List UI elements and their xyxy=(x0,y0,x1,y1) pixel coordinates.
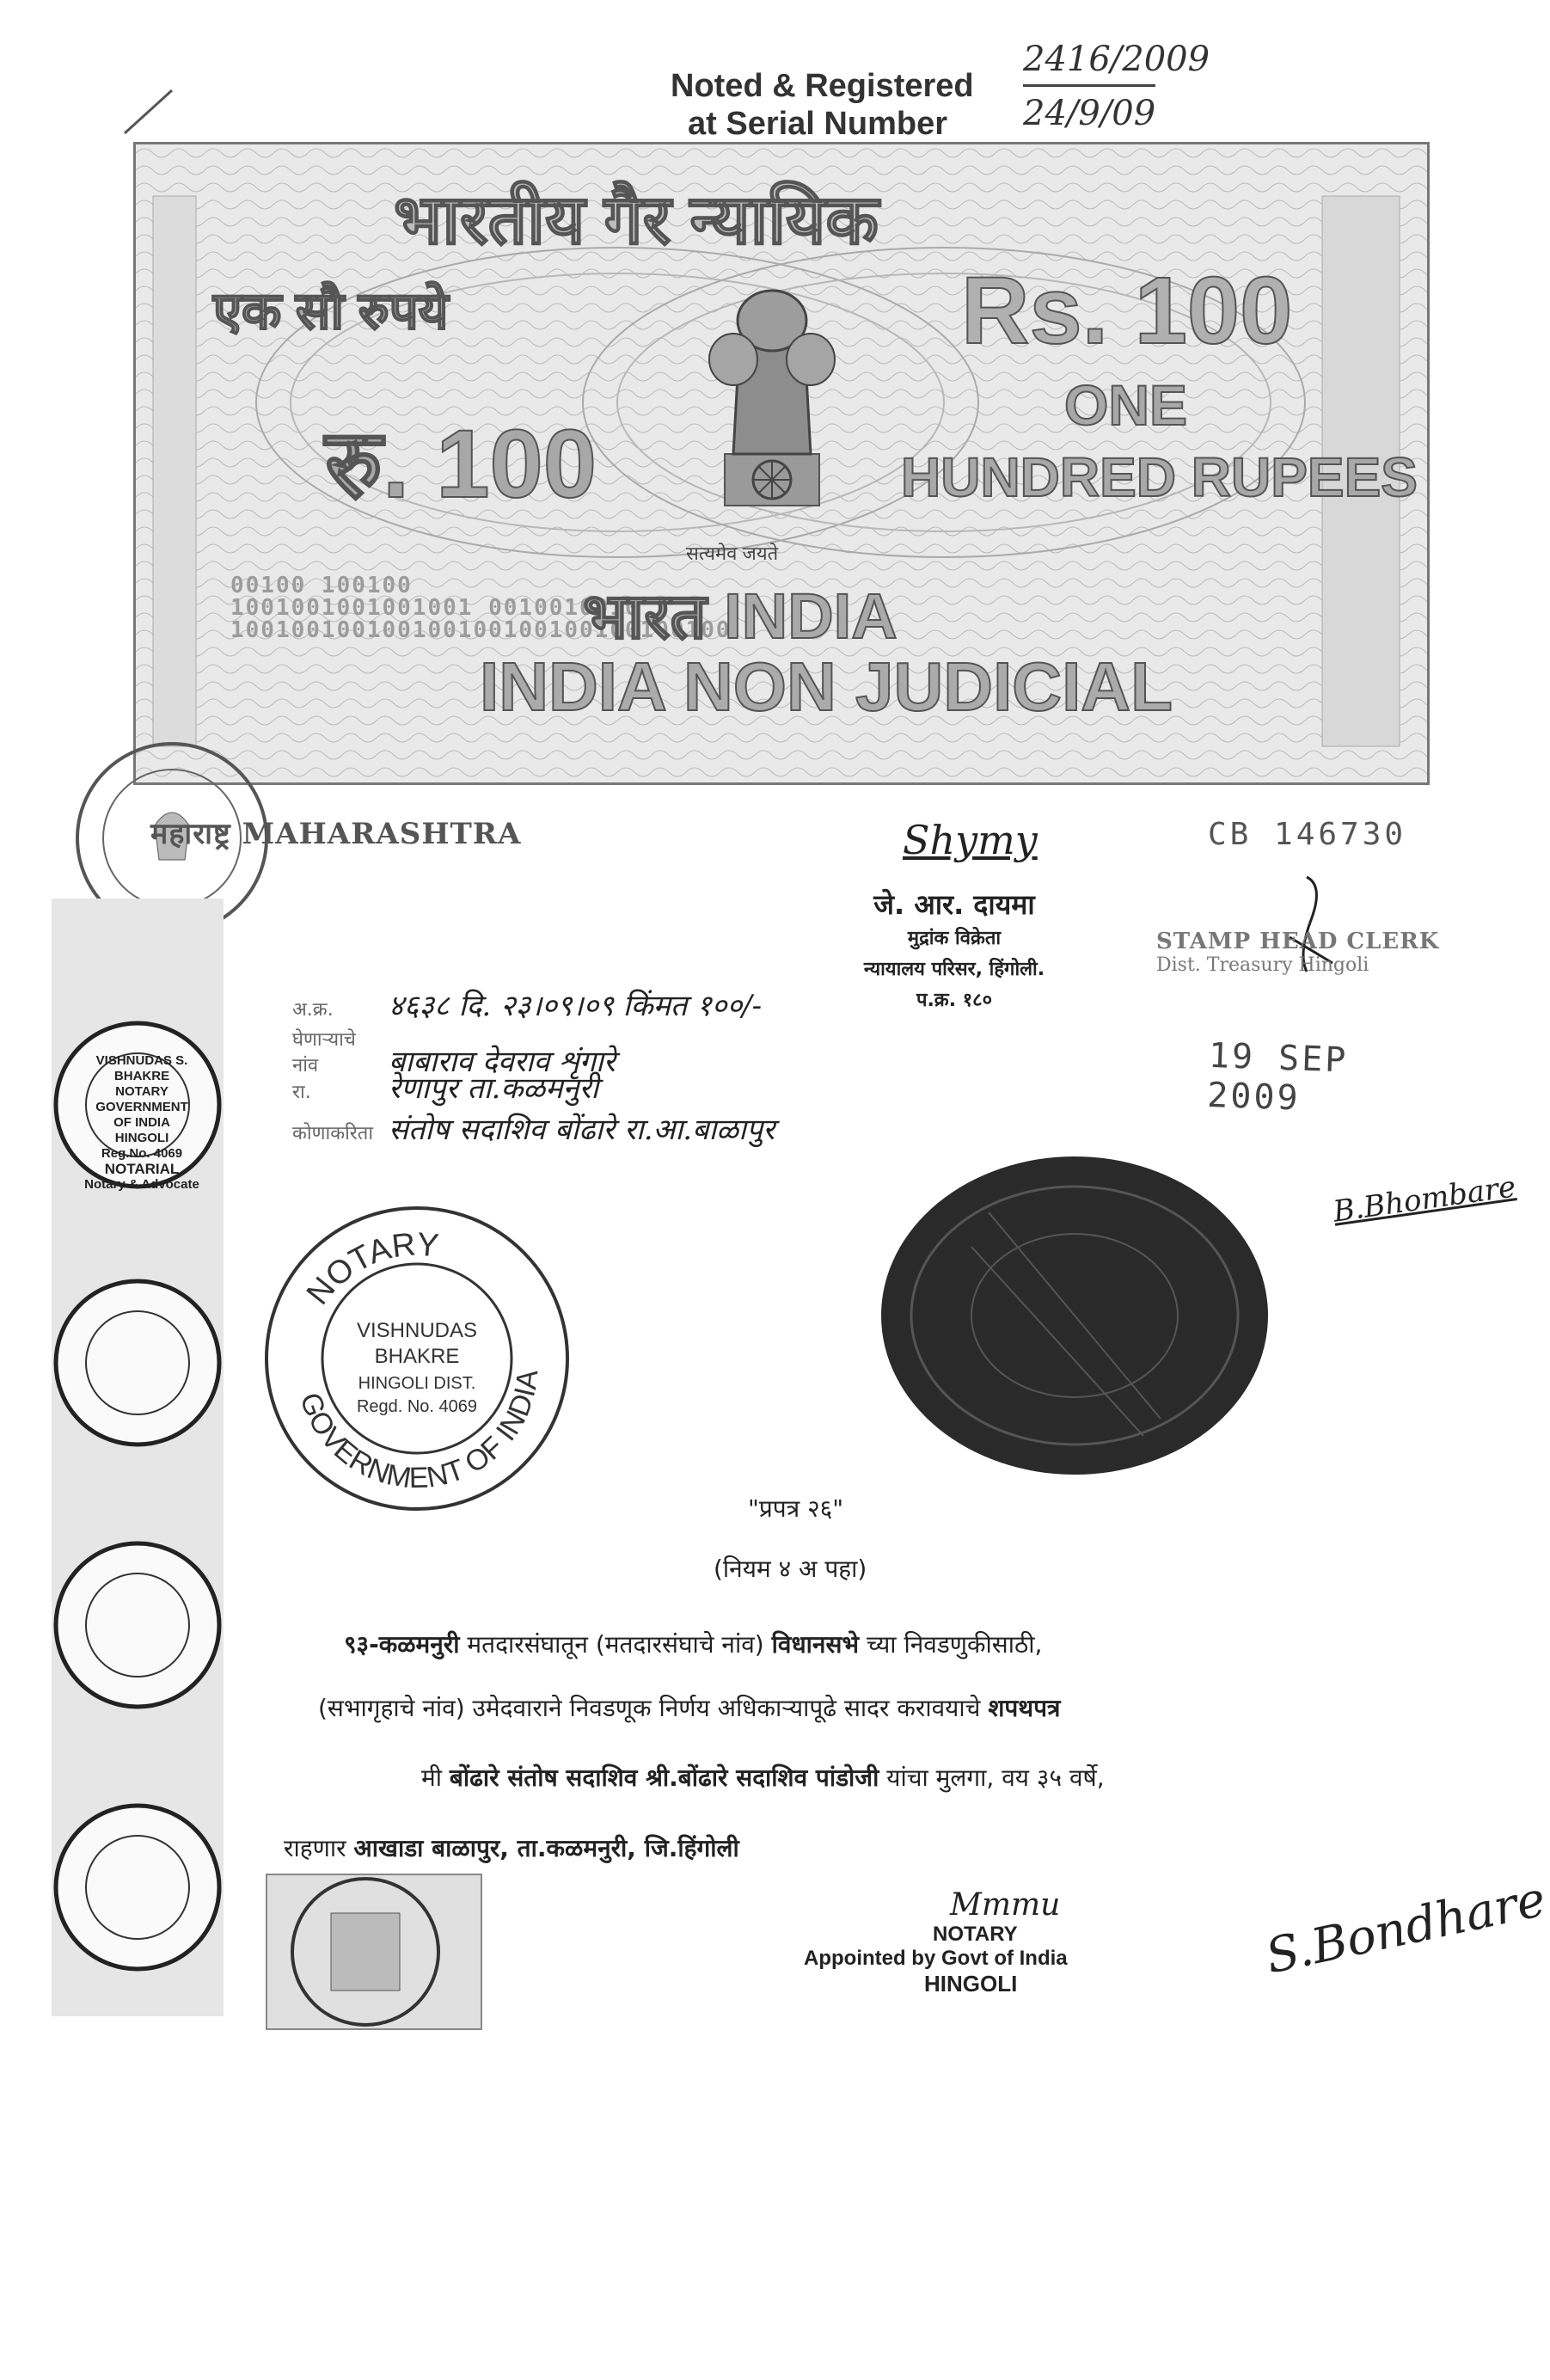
noted-line-2: at Serial Number xyxy=(688,106,947,142)
notary-signature: Mmmu xyxy=(950,1887,1061,1923)
field-label-buyer: घेणाऱ्याचे नांव xyxy=(292,1029,356,1077)
notary-seal-name2: BHAKRE xyxy=(374,1345,460,1368)
svg-text:NOTARY xyxy=(300,1227,440,1312)
field-label-residence: रा. xyxy=(292,1082,311,1103)
stamp-rupee-amount: रु. 100 xyxy=(325,410,597,518)
side-stamp-ring: VISHNUDAS S. BHAKRE xyxy=(95,1053,188,1083)
notary-seal-bottom: GOVERNMENT OF INDIA xyxy=(293,1368,545,1495)
side-stamp-bottom: Notary & Advocate xyxy=(84,1177,199,1192)
treasury-stamp xyxy=(1156,929,1457,976)
stamp-motto: सत्यमेव जयते xyxy=(686,543,779,564)
vendor-signature: Shymy xyxy=(903,817,1038,863)
affidavit-word: शपथपत्र xyxy=(988,1694,1061,1722)
field-value-residence: रेणापुर ता.कळमनुरी xyxy=(389,1071,599,1106)
notary-seal-top: NOTARY xyxy=(299,1226,441,1312)
vendor-name: जे. आर. दायमा xyxy=(873,888,1035,921)
treasury-line-2: Dist. Treasury Hingoli xyxy=(1156,954,1369,976)
state-heading xyxy=(150,813,521,852)
side-stamp-line-5: Reg.No. 4069 xyxy=(101,1146,183,1161)
constituency: ९३-कळमनुरी xyxy=(344,1630,460,1659)
side-signature: B.Bhombare xyxy=(1331,1169,1518,1230)
registration-note xyxy=(671,67,1032,143)
ashoka-emblem-icon xyxy=(686,273,858,531)
appointment-notary: NOTARY xyxy=(933,1923,1018,1946)
field-label-serial: अ.क्र. xyxy=(292,999,334,1021)
state-hindi: महाराष्ट्र xyxy=(150,817,231,851)
serial-handwritten xyxy=(1023,34,1281,138)
serial-date: 24/9/09 xyxy=(1023,84,1155,138)
appointment-place: HINGOLI xyxy=(924,1971,1018,1997)
affidavit-l3-start: मी xyxy=(421,1764,450,1792)
notary-appointment-stamp xyxy=(804,1887,1130,1997)
binary-line-2: 1001001001001001 0010010010 xyxy=(230,595,640,621)
stamp-one: ONE xyxy=(1064,373,1188,437)
affidavit-l3-end: यांचा मुलगा, वय ३५ वर्षे, xyxy=(879,1764,1105,1792)
affidavit-l4-start: राहणार xyxy=(284,1834,354,1862)
affidavit-line-1 xyxy=(344,1628,1042,1660)
notarial-stamp-3 xyxy=(56,1543,219,1707)
affidavit-l1-end: च्या निवडणुकीसाठी, xyxy=(859,1630,1043,1659)
notarial-stamp-1-text xyxy=(82,1053,202,1193)
field-row-residence xyxy=(292,1067,1066,1106)
binary-line-3: 100100100100100100100100100100100 xyxy=(230,617,732,643)
deponent-signature: S.Bondhare xyxy=(1260,1871,1550,1985)
side-stamp-line-4: HINGOLI xyxy=(114,1131,169,1145)
treasury-line-1: STAMP HEAD CLERK xyxy=(1156,929,1440,954)
notary-seal-name1: VISHNUDAS xyxy=(356,1319,478,1342)
appointment-line: Appointed by Govt of India xyxy=(804,1947,1068,1970)
vendor-address: न्यायालय परिसर, हिंगोली. xyxy=(863,959,1045,980)
affidavit-l1-text: मतदारसंघातून (मतदारसंघाचे नांव) xyxy=(459,1630,772,1659)
corner-mark xyxy=(120,86,181,138)
side-stamp-line-2: GOVERNMENT xyxy=(95,1100,188,1114)
state-english: MAHARASHTRA xyxy=(242,817,522,851)
side-stamp-label: NOTARIAL xyxy=(104,1161,180,1177)
notarial-stamp-4 xyxy=(56,1806,219,1969)
notarial-stamp-2 xyxy=(56,1281,219,1445)
stamp-rs-amount: Rs. 100 xyxy=(961,258,1293,364)
stamp-india-non-judicial: INDIA NON JUDICIAL xyxy=(480,648,1173,725)
affidavit-line-2 xyxy=(318,1691,1061,1724)
binary-line-1: 00100 100100 xyxy=(230,573,413,598)
affidavit-line-3 xyxy=(421,1761,1105,1794)
stamp-bharat-india: भारत INDIA xyxy=(583,580,898,652)
notary-seal-regd: Regd. No. 4069 xyxy=(356,1397,478,1416)
vendor-license: प.क्र. १८० xyxy=(916,990,993,1011)
field-value-serial: ४६३८ दि. २३।०९।०९ किंमत १००/- xyxy=(389,989,763,1023)
embossed-notary-seal xyxy=(868,1144,1281,1488)
purchaser-fields xyxy=(292,985,1066,1147)
stamp-hundred-rupees: HUNDRED RUPEES xyxy=(901,446,1418,508)
affidavit-form-number: "प्रपत्र २६" xyxy=(748,1494,844,1523)
stamp-hindi-amount: एक सौ रुपये xyxy=(213,282,449,340)
affidavit-rule: (नियम ४ अ पहा) xyxy=(714,1555,867,1583)
stamp-hindi-title: भारतीय गैर न्यायिक xyxy=(394,181,879,258)
vendor-title: मुद्रांक विक्रेता xyxy=(907,928,1002,949)
side-stamp-line-3: OF INDIA xyxy=(113,1115,170,1130)
house: विधानसभे xyxy=(771,1630,860,1659)
treasury-date: 19 SEP 2009 xyxy=(1206,1035,1350,1119)
notary-round-seal xyxy=(254,1195,580,1513)
serial-number: 2416/2009 xyxy=(1023,40,1210,79)
deponent-address: आखाडा बाळापुर, ता.कळमनुरी, जि.हिंगोली xyxy=(353,1834,739,1862)
field-row-buyer xyxy=(292,1026,1066,1079)
field-label-for: कोणाकरिता xyxy=(292,1123,374,1144)
deponent-name: बोंढारे संतोष सदाशिव श्री.बोंढारे सदाशिव पांडोजी xyxy=(449,1764,879,1792)
court-fee-stamp xyxy=(262,1870,494,2038)
side-stamp-line-1: NOTARY xyxy=(115,1084,168,1099)
noted-line-1: Noted & Registered xyxy=(671,68,974,104)
field-value-for: संतोष सदाशिव बोंढारे रा.आ.बाळापुर xyxy=(389,1113,775,1147)
field-row-serial xyxy=(292,985,1066,1023)
notary-seal-dist: HINGOLI DIST. xyxy=(358,1374,476,1393)
affidavit-line-4 xyxy=(284,1831,739,1864)
affidavit-l2-text: (सभागृहाचे नांव) उमेदवाराने निवडणूक निर्णय अधिकाऱ्यापूढे सादर करावयाचे xyxy=(318,1694,989,1722)
field-row-for xyxy=(292,1108,1066,1147)
stamp-paper xyxy=(133,142,1430,785)
field-value-buyer: बाबाराव देवराव शृंगारे xyxy=(389,1045,616,1079)
stamp-serial-number: CB 146730 xyxy=(1208,817,1407,852)
